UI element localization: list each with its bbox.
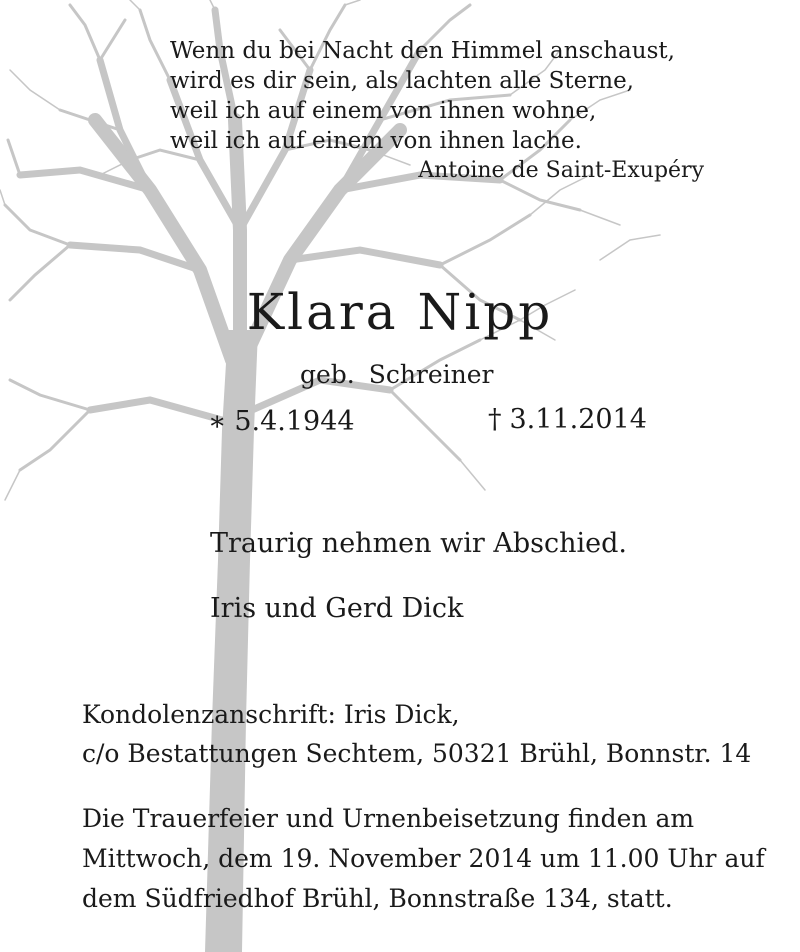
birth-star-icon: ∗ — [208, 406, 227, 437]
death-date: 3.11.2014 — [509, 404, 647, 435]
condolence-line: c/o Bestattungen Sechtem, 50321 Brühl, Bonnstr. 14 — [82, 739, 752, 768]
service-info — [82, 799, 765, 919]
quote-line: weil ich auf einem von ihnen wohne, — [170, 98, 597, 124]
deceased-name: Klara Nipp — [246, 283, 554, 341]
maiden-name: geb. Schreiner — [300, 360, 494, 389]
quote-line: weil ich auf einem von ihnen lache. — [170, 128, 582, 154]
quote-line: Wenn du bei Nacht den Himmel anschaust, — [170, 38, 675, 64]
birth-info — [208, 406, 355, 437]
death-cross-icon: † — [488, 404, 502, 435]
death-info — [488, 404, 647, 435]
condolence-line: Kondolenzanschrift: Iris Dick, — [82, 700, 460, 729]
birth-date: 5.4.1944 — [234, 406, 355, 437]
quote-block — [170, 36, 675, 156]
quote-author: Antoine de Saint-Exupéry — [418, 158, 704, 183]
condolence-address — [82, 695, 751, 773]
family-names: Iris und Gerd Dick — [210, 593, 464, 624]
quote-line: wird es dir sein, als lachten alle Sterne, — [170, 68, 634, 94]
service-line: Mittwoch, dem 19. November 2014 um 11.00 Uhr auf — [82, 844, 765, 873]
service-line: Die Trauerfeier und Urnenbeisetzung finden am — [82, 804, 695, 833]
service-line: dem Südfriedhof Brühl, Bonnstraße 134, statt. — [82, 884, 673, 913]
farewell-text: Traurig nehmen wir Abschied. — [210, 528, 627, 559]
